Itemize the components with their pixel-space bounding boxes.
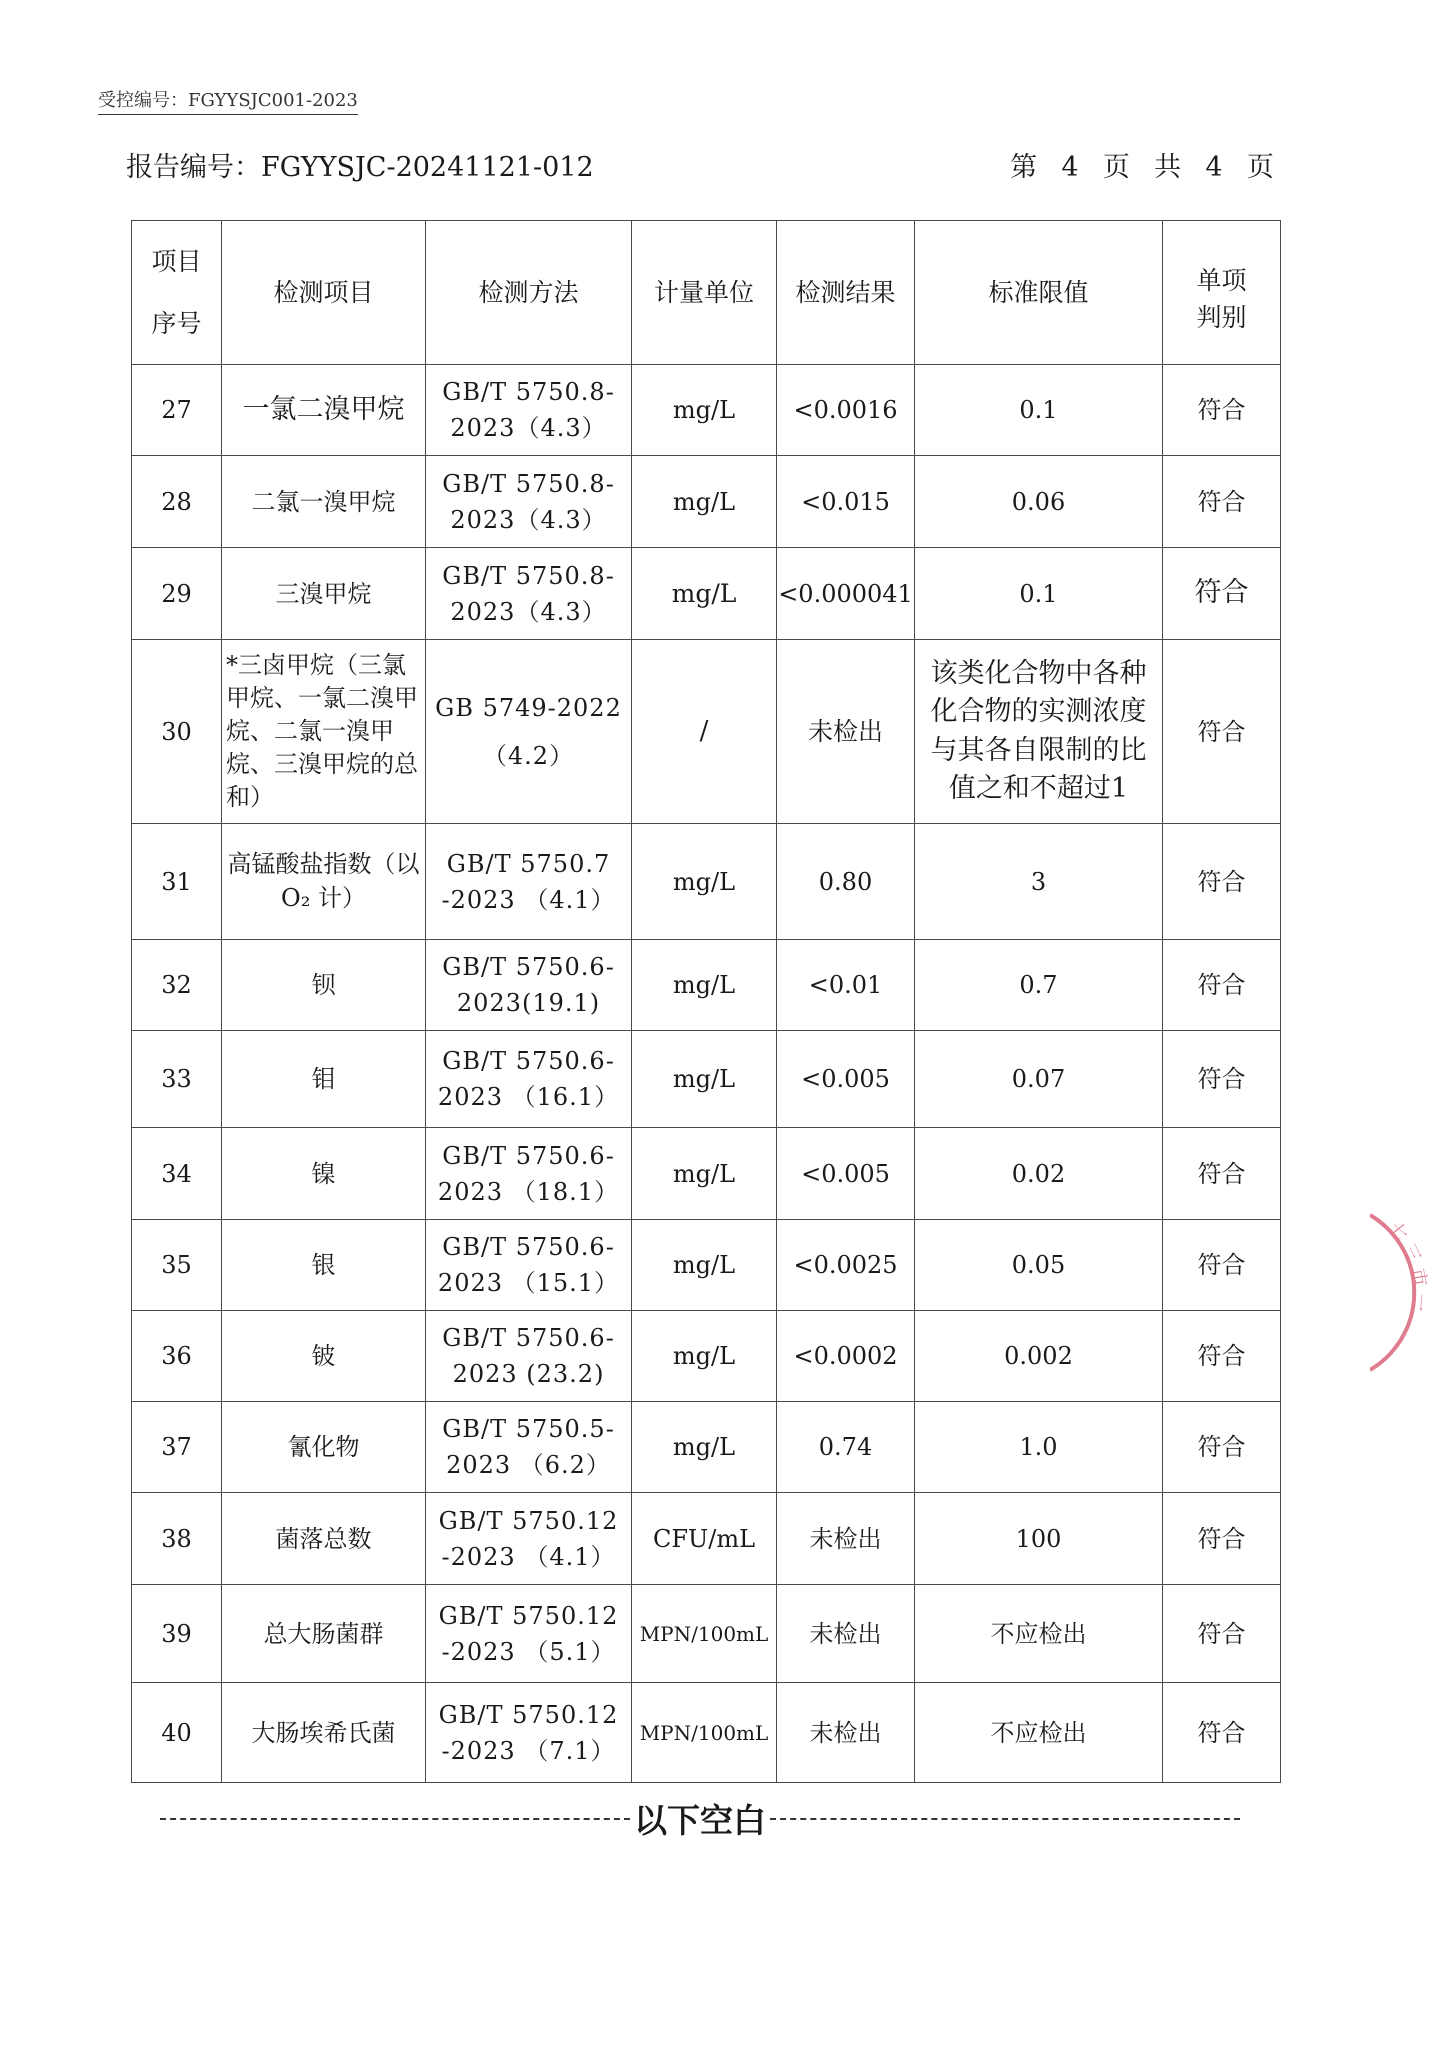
table-header-row — [132, 221, 1281, 365]
table-row — [132, 1585, 1281, 1683]
header-judge-bottom: 判别 — [1196, 303, 1247, 332]
row-seq: 28 — [132, 456, 222, 548]
method-line-2: 2023(19.1) — [456, 989, 601, 1017]
row-seq: 35 — [132, 1220, 222, 1311]
row-item: 钡 — [222, 940, 426, 1031]
row-limit: 0.1 — [915, 548, 1163, 640]
row-method — [426, 548, 632, 640]
dashed-rule-left — [160, 1818, 630, 1820]
row-limit: 不应检出 — [915, 1585, 1163, 1683]
header-method: 检测方法 — [426, 221, 632, 365]
row-unit: mg/L — [632, 456, 777, 548]
row-result: 未检出 — [777, 1585, 915, 1683]
row-unit: mg/L — [632, 1220, 777, 1311]
dashed-rule-right — [770, 1818, 1240, 1820]
table-row — [132, 1402, 1281, 1493]
row-limit: 0.02 — [915, 1128, 1163, 1220]
results-table — [131, 220, 1281, 1783]
row-judge: 符合 — [1163, 1493, 1281, 1585]
row-item: 二氯一溴甲烷 — [222, 456, 426, 548]
row-limit: 3 — [915, 824, 1163, 940]
row-result: 未检出 — [777, 1493, 915, 1585]
row-judge: 符合 — [1163, 1311, 1281, 1402]
method-line-1: GB/T 5750.12 — [438, 1506, 619, 1535]
row-result: 0.74 — [777, 1402, 915, 1493]
table-row — [132, 1311, 1281, 1402]
row-seq: 27 — [132, 365, 222, 456]
row-unit: MPN/100mL — [632, 1585, 777, 1683]
row-method — [426, 1311, 632, 1402]
row-seq: 29 — [132, 548, 222, 640]
method-line-2: -2023 （4.1） — [441, 885, 616, 914]
row-item: 一氯二溴甲烷 — [222, 365, 426, 456]
row-method — [426, 640, 632, 824]
row-judge: 符合 — [1163, 1031, 1281, 1128]
row-judge: 符合 — [1163, 1585, 1281, 1683]
row-result: <0.0025 — [777, 1220, 915, 1311]
method-line-2: 2023 (23.2) — [452, 1360, 605, 1388]
row-seq: 31 — [132, 824, 222, 940]
method-line-2: -2023 （4.1） — [441, 1542, 616, 1571]
method-line-1: GB/T 5750.6- — [442, 1047, 615, 1075]
control-number: 受控编号：FGYYSJC001-2023 — [98, 86, 358, 115]
row-seq: 36 — [132, 1311, 222, 1402]
row-item: *三卤甲烷（三氯甲烷、一氯二溴甲烷、二氯一溴甲烷、三溴甲烷的总和） — [222, 640, 426, 824]
report-header — [126, 145, 1286, 184]
row-limit: 0.1 — [915, 365, 1163, 456]
row-item: 钼 — [222, 1031, 426, 1128]
header-judge-top: 单项 — [1196, 265, 1247, 295]
page-current: 4 — [1061, 152, 1079, 183]
row-seq: 40 — [132, 1683, 222, 1783]
method-line-2: -2023 （5.1） — [441, 1637, 616, 1666]
row-item: 银 — [222, 1220, 426, 1311]
table-row — [132, 940, 1281, 1031]
row-result: 未检出 — [777, 1683, 915, 1783]
report-number: 报告编号：FGYYSJC-20241121-012 — [126, 152, 594, 183]
row-result: 未检出 — [777, 640, 915, 824]
row-limit: 0.05 — [915, 1220, 1163, 1311]
row-seq: 32 — [132, 940, 222, 1031]
method-line-1: GB/T 5750.8- — [442, 378, 615, 406]
method-line-2: 2023（4.3） — [450, 414, 607, 442]
row-unit: mg/L — [632, 1311, 777, 1402]
row-item: 三溴甲烷 — [222, 548, 426, 640]
row-result: <0.0016 — [777, 365, 915, 456]
row-judge: 符合 — [1163, 640, 1281, 824]
method-line-2: 2023（4.3） — [450, 597, 607, 626]
page-gong: 共 — [1154, 152, 1182, 183]
row-unit: mg/L — [632, 824, 777, 940]
row-judge: 符合 — [1163, 1683, 1281, 1783]
method-line-2: （4.2） — [482, 741, 575, 770]
row-result: <0.015 — [777, 456, 915, 548]
row-method — [426, 1220, 632, 1311]
row-unit: CFU/mL — [632, 1493, 777, 1585]
row-limit: 该类化合物中各种化合物的实测浓度与其各自限制的比值之和不超过1 — [915, 640, 1163, 824]
method-line-1: GB/T 5750.7 — [446, 849, 611, 878]
row-limit: 0.7 — [915, 940, 1163, 1031]
page-total: 4 — [1205, 152, 1223, 183]
page-di: 第 — [1010, 152, 1038, 183]
method-line-2: 2023 （16.1） — [437, 1083, 620, 1111]
header-item: 检测项目 — [222, 221, 426, 365]
row-item: 高锰酸盐指数（以O₂ 计） — [222, 824, 426, 940]
row-unit: MPN/100mL — [632, 1683, 777, 1783]
row-method — [426, 456, 632, 548]
method-line-1: GB/T 5750.5- — [442, 1415, 615, 1443]
page-ye: 页 — [1102, 152, 1130, 183]
method-line-1: GB/T 5750.8- — [442, 561, 615, 590]
row-unit: mg/L — [632, 548, 777, 640]
row-seq: 38 — [132, 1493, 222, 1585]
table-row — [132, 824, 1281, 940]
method-line-2: -2023 （7.1） — [441, 1736, 616, 1765]
header-result: 检测结果 — [777, 221, 915, 365]
row-method — [426, 1128, 632, 1220]
method-line-1: GB/T 5750.6- — [442, 953, 615, 981]
page-indicator — [998, 145, 1286, 184]
blank-below-line — [160, 1795, 1240, 1842]
row-unit: / — [632, 640, 777, 824]
method-line-1: GB/T 5750.6- — [442, 1141, 615, 1170]
method-line-2: 2023 （15.1） — [437, 1269, 620, 1297]
header-limit: 标准限值 — [915, 221, 1163, 365]
table-row — [132, 1683, 1281, 1783]
method-line-1: GB/T 5750.12 — [438, 1601, 619, 1630]
row-limit: 不应检出 — [915, 1683, 1163, 1783]
row-result: <0.000041 — [777, 548, 915, 640]
row-method — [426, 1031, 632, 1128]
row-limit: 0.07 — [915, 1031, 1163, 1128]
method-line-1: GB/T 5750.12 — [438, 1700, 619, 1729]
header-seq — [132, 221, 222, 365]
row-item: 大肠埃希氏菌 — [222, 1683, 426, 1783]
method-line-1: GB/T 5750.6- — [442, 1233, 615, 1261]
row-judge: 符合 — [1163, 1128, 1281, 1220]
table-row — [132, 1220, 1281, 1311]
row-judge: 符合 — [1163, 548, 1281, 640]
row-judge: 符合 — [1163, 456, 1281, 548]
row-result: <0.0002 — [777, 1311, 915, 1402]
row-result: <0.005 — [777, 1031, 915, 1128]
row-judge: 符合 — [1163, 1402, 1281, 1493]
table-row — [132, 365, 1281, 456]
table-row — [132, 640, 1281, 824]
row-limit: 0.002 — [915, 1311, 1163, 1402]
row-seq: 34 — [132, 1128, 222, 1220]
table-row — [132, 1493, 1281, 1585]
row-unit: mg/L — [632, 1031, 777, 1128]
row-unit: mg/L — [632, 1128, 777, 1220]
method-line-2: 2023（4.3） — [450, 505, 607, 534]
row-item: 氰化物 — [222, 1402, 426, 1493]
row-item: 铍 — [222, 1311, 426, 1402]
row-unit: mg/L — [632, 940, 777, 1031]
row-judge: 符合 — [1163, 1220, 1281, 1311]
header-unit: 计量单位 — [632, 221, 777, 365]
row-method — [426, 940, 632, 1031]
row-item: 镍 — [222, 1128, 426, 1220]
row-method — [426, 1493, 632, 1585]
row-seq: 39 — [132, 1585, 222, 1683]
svg-text:七 三 市 一 — [1384, 1218, 1430, 1312]
seal-text: 七 三 市 一 — [1384, 1218, 1431, 1313]
row-unit: mg/L — [632, 1402, 777, 1493]
page-ye-2: 页 — [1246, 152, 1274, 183]
row-judge: 符合 — [1163, 365, 1281, 456]
row-unit: mg/L — [632, 365, 777, 456]
method-line-1: GB/T 5750.8- — [442, 469, 615, 498]
row-result: 0.80 — [777, 824, 915, 940]
method-line-2: 2023 （18.1） — [437, 1177, 620, 1206]
row-limit: 100 — [915, 1493, 1163, 1585]
header-seq-top: 项目 — [151, 246, 202, 276]
row-limit: 0.06 — [915, 456, 1163, 548]
row-judge: 符合 — [1163, 824, 1281, 940]
header-judge — [1163, 221, 1281, 365]
row-method — [426, 1683, 632, 1783]
row-seq: 30 — [132, 640, 222, 824]
table-row — [132, 456, 1281, 548]
method-line-1: GB 5749-2022 — [435, 693, 622, 722]
partial-seal-stamp — [1370, 1195, 1445, 1385]
row-item: 菌落总数 — [222, 1493, 426, 1585]
row-method — [426, 365, 632, 456]
row-method — [426, 1585, 632, 1683]
row-result: <0.01 — [777, 940, 915, 1031]
method-line-2: 2023 （6.2） — [446, 1451, 611, 1479]
row-item: 总大肠菌群 — [222, 1585, 426, 1683]
table-row — [132, 1128, 1281, 1220]
table-row — [132, 548, 1281, 640]
table-row — [132, 1031, 1281, 1128]
method-line-1: GB/T 5750.6- — [442, 1324, 615, 1352]
row-method — [426, 824, 632, 940]
row-result: <0.005 — [777, 1128, 915, 1220]
row-seq: 37 — [132, 1402, 222, 1493]
row-method — [426, 1402, 632, 1493]
row-judge: 符合 — [1163, 940, 1281, 1031]
blank-below-label: 以下空白 — [634, 1801, 766, 1840]
row-seq: 33 — [132, 1031, 222, 1128]
header-seq-bottom: 序号 — [151, 309, 202, 338]
row-limit: 1.0 — [915, 1402, 1163, 1493]
